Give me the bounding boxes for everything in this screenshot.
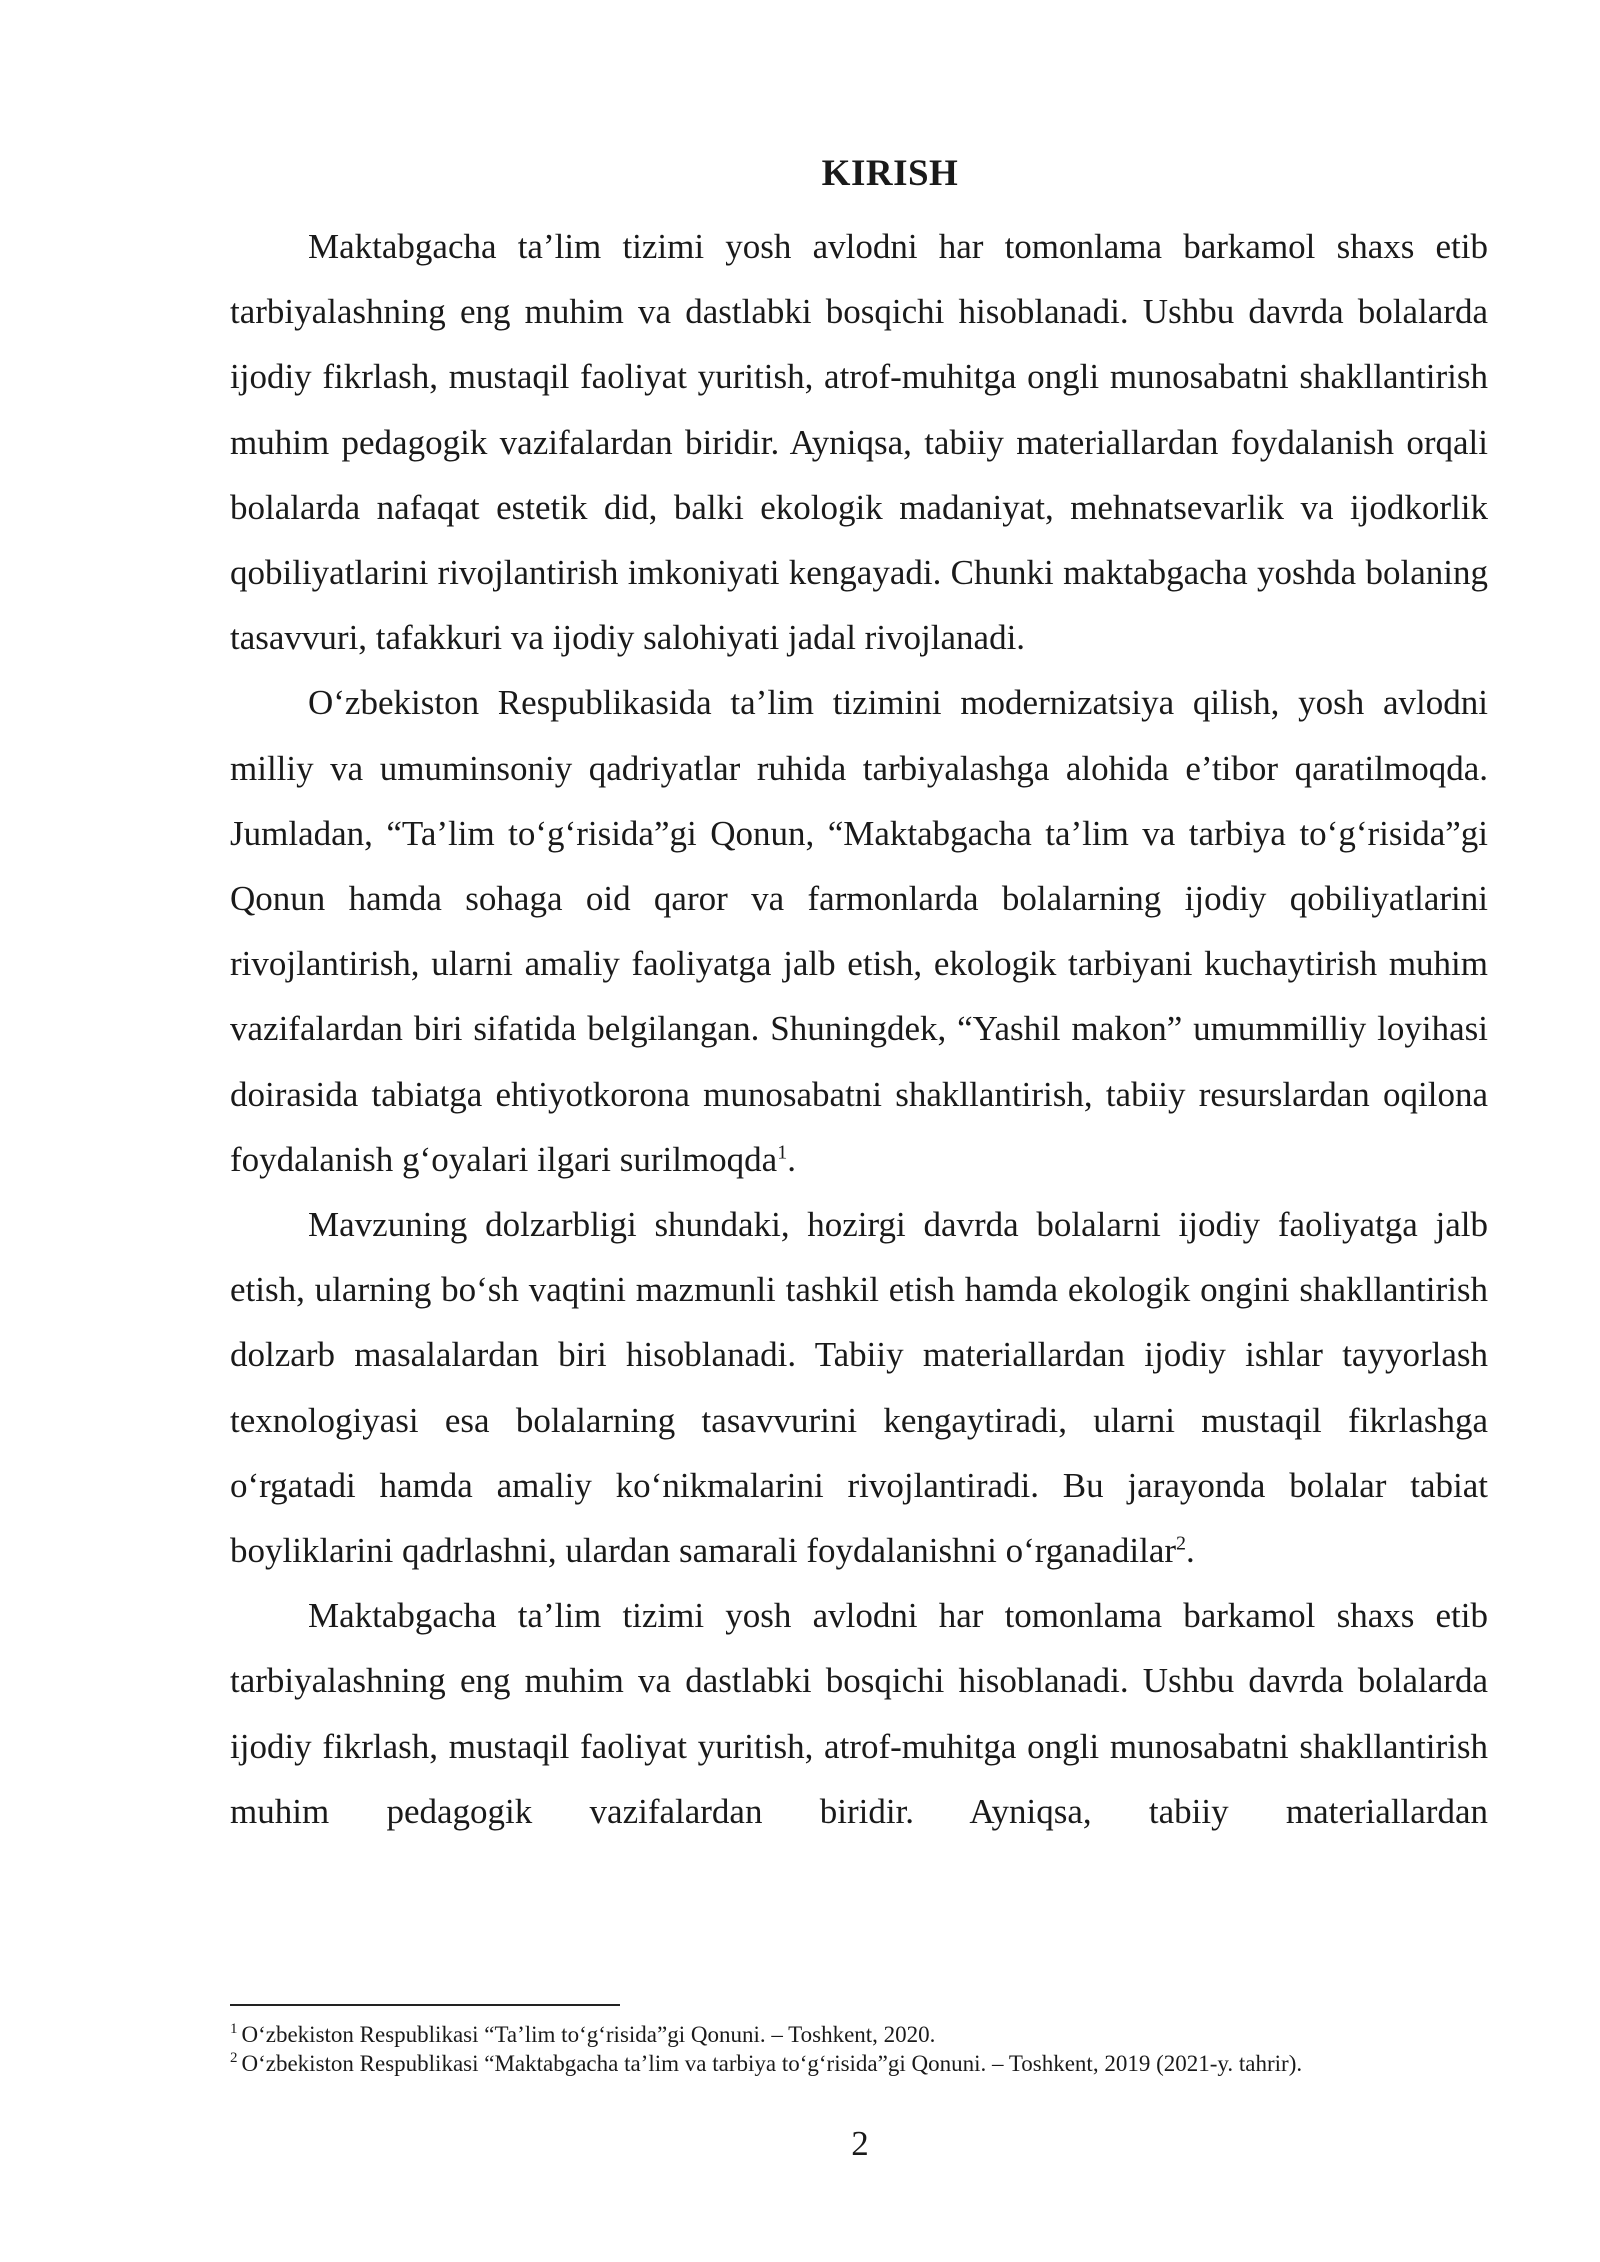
paragraph-tail: .	[1186, 1531, 1195, 1571]
page-title: KIRISH	[821, 153, 959, 194]
paragraph-tail: .	[787, 1139, 796, 1179]
footnote-reference[interactable]: 2	[1176, 1532, 1187, 1555]
footnotes	[230, 2020, 1460, 2078]
paragraph	[230, 214, 1488, 670]
footnote-text: O‘zbekiston Respublikasi “Maktabgacha ta’lim va tarbiya to‘g‘risida”gi Qonuni. – Toshkent, 2019 (2021-y. tahrir).	[241, 2051, 1303, 2076]
paragraph	[230, 670, 1488, 1192]
footnote-text: O‘zbekiston Respublikasi “Ta’lim to‘g‘risida”gi Qonuni. – Toshkent, 2020.	[241, 2022, 936, 2047]
paragraph-text: Maktabgacha ta’lim tizimi yosh avlodni har tomonlama barkamol shaxs etib tarbiyalashning eng muhim va dastlabki bosqichi hisoblanadi. Ushbu davrda bolalarda ijodiy fikrlash, mustaqil faoliyat yuritish, atrof-muhitga ongli munosabatni shakllantirish muhim pedagogik vazifalardan biridir. Ayniqsa, tabiiy materiallardan foydalanish orqali bolalarda nafaqat estetik did, balki ekologik madaniyat, mehnatsevarlik va ijodkorlik qobiliyatlarini rivojlantirish imkoniyati kengayadi. Chunki maktabgacha yoshda bolaning tasavvuri, tafakkuri va ijodiy salohiyati jadal rivojlanadi.	[230, 227, 1488, 658]
footnote-number: 1	[230, 2021, 238, 2038]
paragraph-text: Maktabgacha ta’lim tizimi yosh avlodni har tomonlama barkamol shaxs etib tarbiyalashning eng muhim va dastlabki bosqichi hisoblanadi. Ushbu davrda bolalarda ijodiy fikrlash, mustaqil faoliyat yuritish, atrof-muhitga ongli munosabatni shakllantirish muhim pedagogik vazifalardan biridir. Ayniqsa, tabiiy materiallardan	[230, 1596, 1488, 1831]
footnote-reference[interactable]: 1	[777, 1141, 788, 1164]
paragraph	[230, 1583, 1488, 1844]
footnote-separator	[230, 2004, 620, 2006]
footnote	[230, 2020, 1460, 2049]
paragraph-text: O‘zbekiston Respublikasida ta’lim tizimini modernizatsiya qilish, yosh avlodni milliy va umuminsoniy qadriyatlar ruhida tarbiyalashga alohida e’tibor qaratilmoqda. Jumladan, “Ta’lim to‘g‘risida”gi Qonun, “Maktabgacha ta’lim va tarbiya to‘g‘risida”gi Qonun hamda sohaga oid qaror va farmonlarda bolalarning ijodiy qobiliyatlarini rivojlantirish, ularni amaliy faoliyatga jalb etish, ekologik tarbiyani kuchaytirish muhim vazifalardan biri sifatida belgilangan. Shuningdek, “Yashil makon” umummilliy loyihasi doirasida tabiatga ehtiyotkorona munosabatni shakllantirish, tabiiy resurslardan oqilona foydalanish g‘oyalari ilgari surilmoqda	[230, 683, 1488, 1179]
paragraph-text: Mavzuning dolzarbligi shundaki, hozirgi davrda bolalarni ijodiy faoliyatga jalb etish, ularning bo‘sh vaqtini mazmunli tashkil etish hamda ekologik ongini shakllantirish dolzarb masalalardan biri hisoblanadi. Tabiiy materiallardan ijodiy ishlar tayyorlash texnologiyasi esa bolalarning tasavvurini kengaytiradi, ularni mustaqil fikrlashga o‘rgatadi hamda amaliy ko‘nikmalarini rivojlantiradi. Bu jarayonda bolalar tabiat boyliklarini qadrlashni, ulardan samarali foydalanishni o‘rganadilar	[230, 1205, 1488, 1571]
page-number: 2	[851, 2124, 869, 2163]
footnote	[230, 2049, 1460, 2078]
body-text	[230, 214, 1488, 1844]
paragraph	[230, 1192, 1488, 1583]
footnote-number: 2	[230, 2050, 238, 2067]
